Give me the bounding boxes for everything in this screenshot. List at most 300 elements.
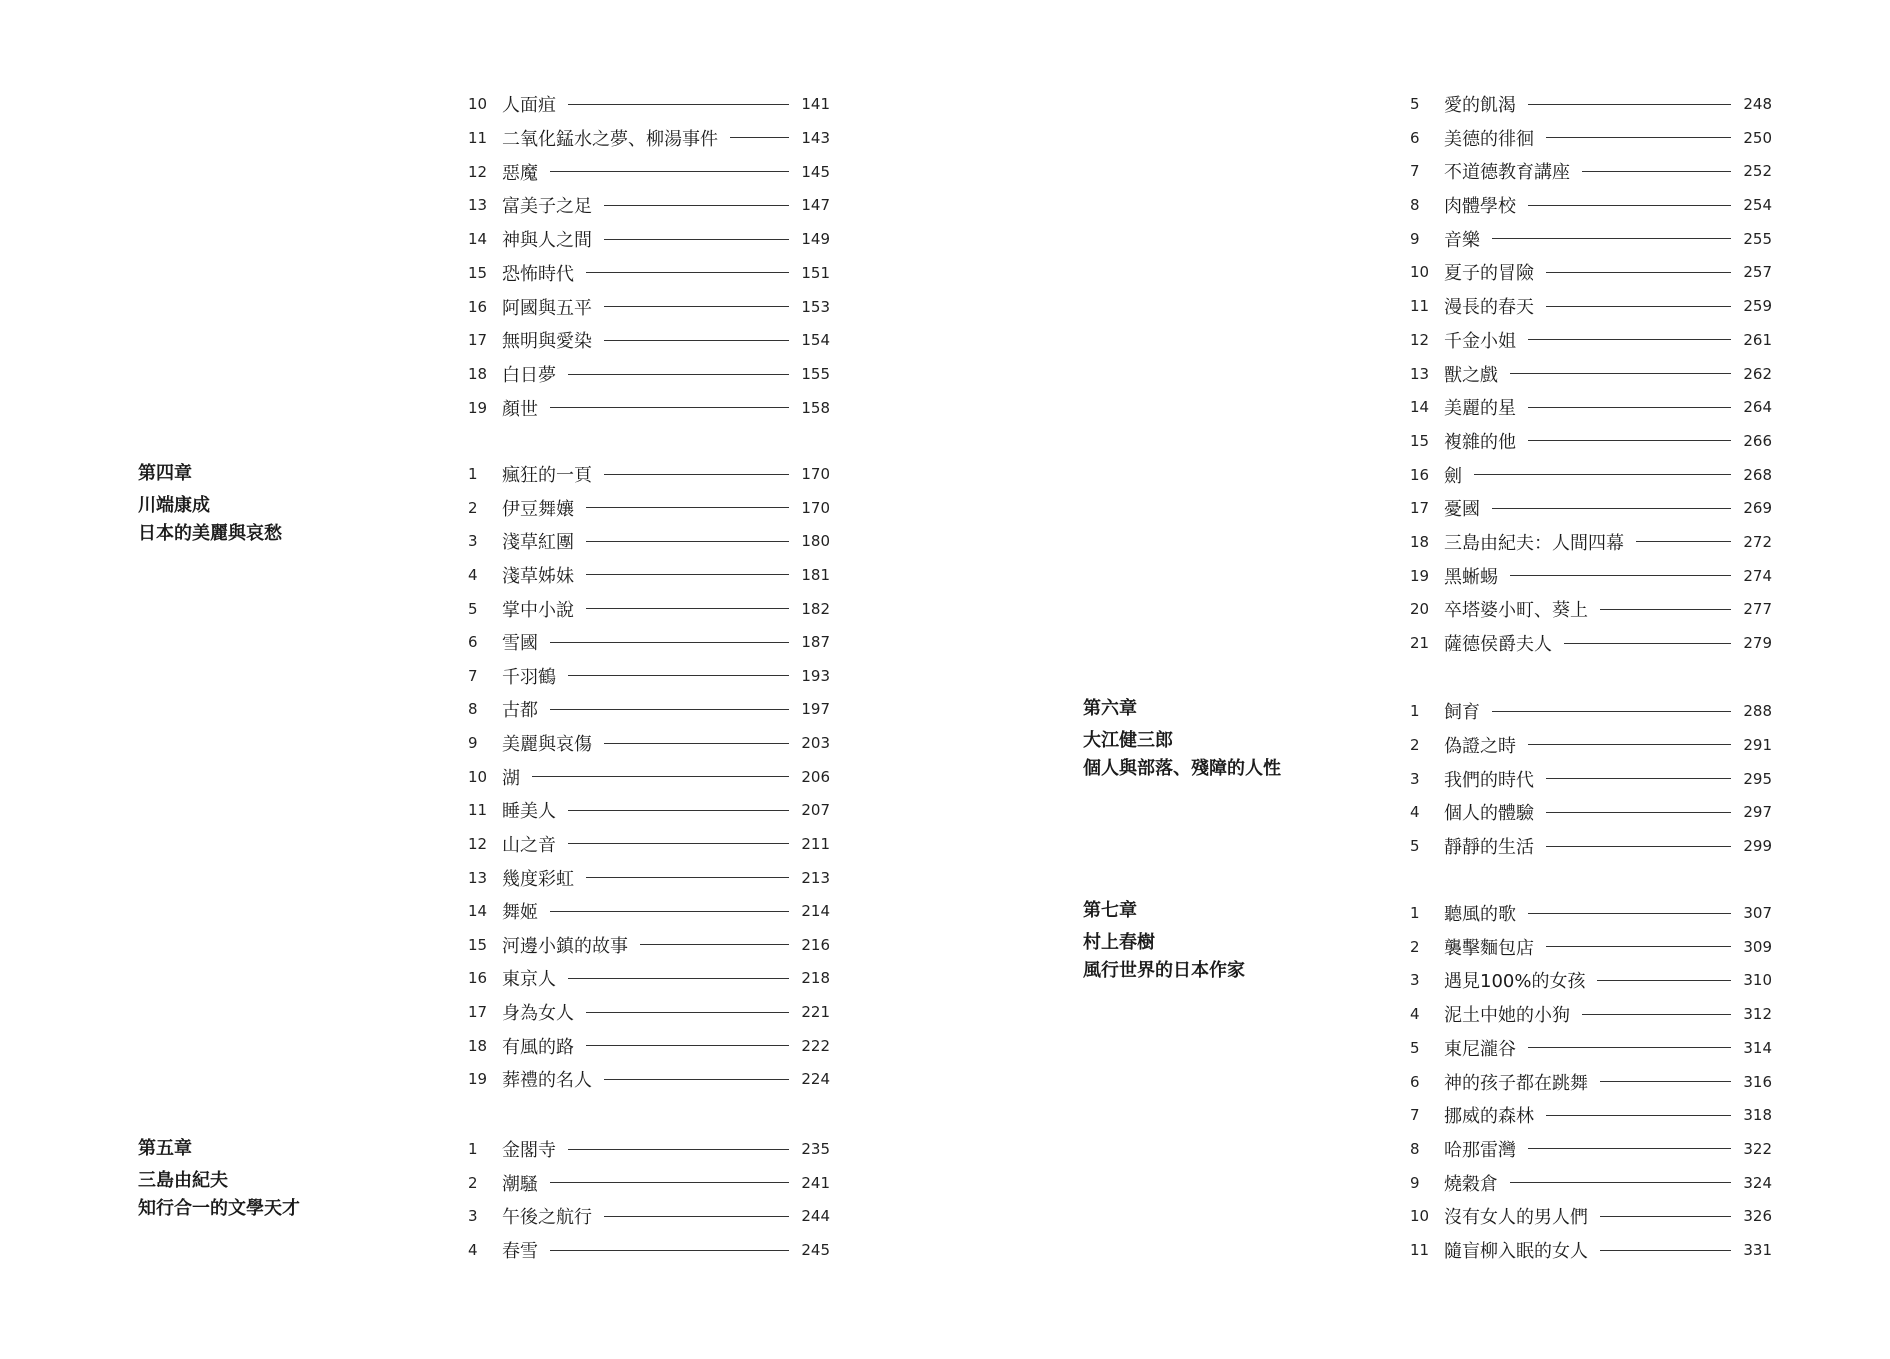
toc-leader-line (1546, 306, 1731, 307)
toc-entry-title: 湖 (502, 767, 520, 789)
toc-entry-title: 音樂 (1444, 229, 1480, 251)
toc-entry-title: 憂國 (1444, 499, 1480, 521)
toc-entry (1410, 963, 1772, 997)
toc-entry-number: 1 (1410, 904, 1420, 922)
toc-entry (468, 188, 830, 222)
chapter-author: 三島由紀夫 (138, 1170, 228, 1191)
toc-entry-page: 143 (801, 128, 830, 147)
chapter-subtitle: 日本的美麗與哀愁 (138, 523, 282, 544)
toc-leader-line (604, 239, 789, 240)
toc-entry-page: 252 (1743, 162, 1772, 181)
toc-entry (1410, 1199, 1772, 1233)
toc-entry-title: 潮騷 (502, 1173, 538, 1195)
toc-entry-number: 7 (1410, 1106, 1420, 1125)
toc-entry-title: 獸之戲 (1444, 364, 1498, 386)
toc-entry-title: 愛的飢渴 (1444, 95, 1516, 116)
toc-entry-number: 6 (1410, 1072, 1420, 1091)
toc-entry-page: 307 (1743, 904, 1772, 922)
toc-entry-number: 4 (468, 565, 478, 584)
toc-leader-line (568, 978, 789, 979)
toc-entry-number: 4 (1410, 1005, 1420, 1024)
toc-leader-line (1528, 1047, 1731, 1048)
toc-entry-number: 2 (1410, 937, 1420, 956)
chapter-subtitle: 知行合一的文學天才 (138, 1198, 300, 1219)
toc-entry-number: 3 (1410, 971, 1420, 990)
toc-entry-title: 聽風的歌 (1444, 904, 1516, 925)
toc-entry (468, 558, 830, 592)
toc-entry-page: 309 (1743, 937, 1772, 956)
chapter-label: 第六章 (1083, 698, 1137, 719)
toc-entry-number: 10 (468, 95, 488, 113)
toc-entry-page: 147 (801, 196, 830, 215)
toc-leader-line (604, 1216, 789, 1217)
toc-leader-line (1564, 643, 1731, 644)
toc-leader-line (550, 407, 789, 408)
toc-entry-page: 277 (1743, 600, 1772, 619)
toc-entry-page: 316 (1743, 1072, 1772, 1091)
toc-entry-number: 10 (1410, 1207, 1430, 1226)
toc-leader-line (1582, 171, 1731, 172)
toc-entry-number: 13 (1410, 364, 1430, 383)
toc-entry (1410, 762, 1772, 796)
toc-leader-line (586, 272, 789, 273)
toc-entry (468, 491, 830, 525)
toc-leader-line (1528, 205, 1731, 206)
toc-entry-title: 飼育 (1444, 702, 1480, 723)
toc-entry-number: 21 (1410, 634, 1430, 653)
toc-entry-page: 154 (801, 331, 830, 350)
toc-entry-title: 伊豆舞孃 (502, 498, 574, 520)
toc-leader-line (586, 877, 789, 878)
toc-entry-number: 1 (1410, 702, 1420, 720)
toc-entry (1410, 121, 1772, 155)
toc-entry-page: 268 (1743, 465, 1772, 484)
chapter-7-heading (1083, 897, 1245, 985)
toc-entry (468, 391, 830, 425)
toc-entry-page: 221 (801, 1003, 830, 1022)
toc-entry (468, 290, 830, 324)
toc-entry-page: 272 (1743, 532, 1772, 551)
toc-entry (468, 1062, 830, 1096)
toc-entry-title: 遇見100%的女孩 (1444, 971, 1586, 993)
toc-entry-number: 9 (468, 734, 478, 753)
toc-entry-page: 259 (1743, 297, 1772, 316)
toc-entry (468, 726, 830, 760)
toc-leader-line (1528, 339, 1731, 340)
toc-entry-number: 19 (468, 398, 488, 417)
toc-entry-number: 8 (1410, 196, 1420, 215)
toc-entry-number: 3 (1410, 769, 1420, 788)
toc-leader-line (1528, 1148, 1731, 1149)
toc-entry-page: 218 (801, 969, 830, 988)
toc-entry-number: 11 (1410, 297, 1430, 316)
toc-right-column (1410, 0, 1772, 1359)
toc-entry-title: 惡魔 (502, 162, 538, 184)
toc-leader-line (586, 507, 789, 508)
toc-entry (1410, 1098, 1772, 1132)
toc-entry-number: 16 (468, 969, 488, 988)
toc-leader-line (1528, 104, 1731, 105)
toc-entry (1410, 87, 1772, 121)
toc-entry (468, 357, 830, 391)
toc-entry-number: 20 (1410, 600, 1430, 619)
toc-entry-title: 東尼瀧谷 (1444, 1038, 1516, 1060)
toc-entry (468, 256, 830, 290)
toc-entry-number: 5 (1410, 95, 1420, 113)
toc-leader-line (604, 306, 789, 307)
toc-entry (468, 928, 830, 962)
toc-entry-number: 13 (468, 868, 488, 887)
toc-leader-line (586, 574, 789, 575)
toc-entry-number: 17 (468, 1003, 488, 1022)
toc-entry-page: 244 (801, 1207, 830, 1226)
toc-entry-title: 顏世 (502, 398, 538, 420)
toc-leader-line (730, 137, 789, 138)
toc-entry-title: 古都 (502, 700, 538, 722)
toc-leader-line (604, 474, 789, 475)
toc-leader-line (604, 1079, 789, 1080)
toc-entry-page: 214 (801, 902, 830, 921)
toc-entry-number: 17 (1410, 499, 1430, 518)
toc-entry-page: 149 (801, 230, 830, 248)
toc-leader-line (1546, 272, 1731, 273)
toc-entry-number: 8 (1410, 1139, 1420, 1158)
toc-entry-page: 141 (801, 95, 830, 113)
toc-entry (468, 121, 830, 155)
toc-entry-title: 泥土中她的小狗 (1444, 1005, 1570, 1027)
toc-entry (468, 524, 830, 558)
toc-leader-line (604, 340, 789, 341)
toc-entry-page: 206 (801, 767, 830, 786)
toc-entry-number: 4 (468, 1241, 478, 1259)
toc-entry-number: 6 (468, 633, 478, 652)
toc-entry (1410, 829, 1772, 863)
toc-entry-page: 262 (1743, 364, 1772, 383)
toc-leader-line (1510, 373, 1731, 374)
toc-leader-line (1546, 778, 1731, 779)
toc-entry-page: 197 (801, 700, 830, 719)
toc-entry-title: 掌中小說 (502, 599, 574, 621)
toc-leader-line (1600, 1250, 1731, 1251)
toc-entry-title: 白日夢 (502, 365, 556, 386)
toc-entry-page: 155 (801, 365, 830, 383)
toc-entry (468, 1132, 830, 1166)
toc-entry-number: 9 (1410, 1173, 1420, 1192)
toc-entry-title: 舞姬 (502, 902, 538, 924)
toc-entry-number: 15 (1410, 431, 1430, 450)
toc-entry-number: 8 (468, 700, 478, 719)
toc-entry (1410, 424, 1772, 458)
toc-entry (468, 827, 830, 861)
toc-entry-page: 331 (1743, 1241, 1772, 1259)
toc-leader-line (1600, 1081, 1731, 1082)
toc-leader-line (604, 205, 789, 206)
toc-entry-title: 複雜的他 (1444, 431, 1516, 453)
toc-entry (468, 1233, 830, 1267)
toc-entry (468, 1166, 830, 1200)
toc-entry-title: 千金小姐 (1444, 330, 1516, 352)
toc-leader-line (550, 1250, 789, 1251)
toc-leader-line (1546, 846, 1731, 847)
toc-entry-number: 16 (1410, 465, 1430, 484)
toc-entry-number: 5 (1410, 1038, 1420, 1057)
toc-entry-title: 隨盲柳入眠的女人 (1444, 1241, 1588, 1262)
toc-leader-line (568, 675, 789, 676)
toc-entry-title: 淺草姊妹 (502, 565, 574, 587)
toc-entry (1410, 795, 1772, 829)
toc-entry-number: 10 (468, 767, 488, 786)
toc-entry-title: 葬禮的名人 (502, 1070, 592, 1092)
toc-entry-page: 235 (801, 1140, 830, 1158)
toc-entry (468, 457, 830, 491)
toc-entry-number: 16 (468, 297, 488, 316)
toc-entry-title: 美麗與哀傷 (502, 734, 592, 756)
chapter-5-heading (138, 1135, 300, 1223)
toc-entry-page: 151 (801, 263, 830, 282)
toc-entry-page: 295 (1743, 769, 1772, 788)
toc-entry-title: 雪國 (502, 633, 538, 655)
toc-entry (468, 861, 830, 895)
toc-entry-title: 劍 (1444, 465, 1462, 487)
toc-entry-title: 美德的徘徊 (1444, 128, 1534, 150)
toc-entry (1410, 289, 1772, 323)
toc-entry-page: 326 (1743, 1207, 1772, 1226)
toc-entry (468, 760, 830, 794)
toc-entry-title: 春雪 (502, 1241, 538, 1262)
toc-entry-title: 午後之航行 (502, 1207, 592, 1229)
toc-entry-number: 12 (468, 834, 488, 853)
toc-leader-line (568, 1149, 789, 1150)
toc-leader-line (586, 541, 789, 542)
toc-entry-title: 挪威的森林 (1444, 1106, 1534, 1128)
toc-entry-title: 有風的路 (502, 1036, 574, 1058)
toc-leader-line (1546, 137, 1731, 138)
toc-entry (1410, 896, 1772, 930)
chapter-label: 第四章 (138, 463, 192, 484)
toc-entry-page: 255 (1743, 229, 1772, 248)
toc-entry-number: 3 (468, 1207, 478, 1226)
toc-entry-title: 二氧化錳水之夢、柳湯事件 (502, 128, 718, 150)
toc-leader-line (1600, 609, 1731, 610)
toc-entry-page: 216 (801, 935, 830, 954)
toc-entry (1410, 1233, 1772, 1267)
toc-entry (1410, 592, 1772, 626)
toc-entry-page: 279 (1743, 634, 1772, 653)
toc-entry-title: 神的孩子都在跳舞 (1444, 1072, 1588, 1094)
toc-entry (468, 692, 830, 726)
toc-leader-line (1510, 1182, 1731, 1183)
toc-leader-line (586, 608, 789, 609)
toc-leader-line (1636, 541, 1731, 542)
toc-entry-page: 297 (1743, 803, 1772, 822)
toc-entry (1410, 559, 1772, 593)
toc-entry-number: 18 (468, 1036, 488, 1055)
toc-entry-title: 薩德侯爵夫人 (1444, 634, 1552, 656)
toc-entry-page: 269 (1743, 499, 1772, 518)
toc-entry-number: 19 (468, 1070, 488, 1089)
toc-leader-line (550, 911, 789, 912)
toc-leader-line (1546, 812, 1731, 813)
toc-entry-title: 身為女人 (502, 1003, 574, 1025)
toc-entry-number: 7 (1410, 162, 1420, 181)
toc-leader-line (550, 1182, 789, 1183)
toc-entry (1410, 154, 1772, 188)
toc-entry (1410, 1132, 1772, 1166)
toc-entry-title: 人面疽 (502, 95, 556, 116)
toc-entry (468, 222, 830, 256)
toc-entry (468, 793, 830, 827)
toc-entry-title: 襲擊麵包店 (1444, 937, 1534, 959)
toc-entry-title: 偽證之時 (1444, 735, 1516, 757)
chapter-subtitle: 風行世界的日本作家 (1083, 960, 1245, 981)
toc-entry-page: 314 (1743, 1038, 1772, 1057)
toc-entry-number: 11 (468, 801, 488, 820)
toc-entry-number: 15 (468, 263, 488, 282)
toc-leader-line (1510, 575, 1731, 576)
toc-entry-page: 193 (801, 666, 830, 685)
chapter-author: 川端康成 (138, 495, 210, 516)
toc-entry-page: 170 (801, 465, 830, 483)
toc-entry-number: 1 (468, 465, 478, 483)
toc-entry-number: 14 (468, 230, 488, 248)
toc-entry (1410, 491, 1772, 525)
toc-leader-line (550, 171, 789, 172)
toc-entry-number: 4 (1410, 803, 1420, 822)
toc-entry (1410, 997, 1772, 1031)
toc-leader-line (568, 374, 789, 375)
toc-leader-line (1546, 1115, 1731, 1116)
toc-entry-title: 卒塔婆小町、葵上 (1444, 600, 1588, 622)
toc-leader-line (1546, 946, 1731, 947)
toc-entry-title: 幾度彩虹 (502, 868, 574, 890)
toc-entry-number: 2 (468, 498, 478, 517)
toc-leader-line (604, 743, 789, 744)
toc-entry-page: 181 (801, 565, 830, 584)
toc-entry-title: 肉體學校 (1444, 196, 1516, 218)
toc-entry (468, 961, 830, 995)
toc-entry (1410, 1065, 1772, 1099)
toc-entry (1410, 255, 1772, 289)
toc-entry (468, 894, 830, 928)
toc-entry-title: 哈那雷灣 (1444, 1139, 1516, 1161)
toc-entry-title: 淺草紅團 (502, 532, 574, 554)
toc-leader-line (1492, 508, 1731, 509)
toc-entry-number: 10 (1410, 263, 1430, 282)
toc-entry-page: 187 (801, 633, 830, 652)
toc-entry (1410, 1166, 1772, 1200)
toc-entry (1410, 458, 1772, 492)
toc-entry-page: 310 (1743, 971, 1772, 990)
toc-entry-number: 5 (1410, 837, 1420, 855)
toc-entry (1410, 188, 1772, 222)
toc-entry-number: 14 (468, 902, 488, 921)
toc-entry-page: 291 (1743, 735, 1772, 754)
toc-leader-line (1492, 238, 1731, 239)
toc-entry (1410, 626, 1772, 660)
toc-entry-title: 漫長的春天 (1444, 297, 1534, 319)
toc-entry-title: 美麗的星 (1444, 398, 1516, 420)
toc-entry-title: 三島由紀夫：人間四幕 (1444, 532, 1624, 554)
toc-entry-page: 203 (801, 734, 830, 753)
chapter-4-heading (138, 460, 282, 548)
toc-entry (468, 995, 830, 1029)
toc-entry-page: 153 (801, 297, 830, 316)
chapter-6-heading (1083, 695, 1281, 783)
toc-entry-page: 322 (1743, 1139, 1772, 1158)
toc-leader-line (1528, 407, 1731, 408)
toc-leader-line (550, 709, 789, 710)
toc-leader-line (1474, 474, 1731, 475)
toc-entry (1410, 1031, 1772, 1065)
toc-entry-page: 288 (1743, 702, 1772, 720)
toc-entry-number: 2 (1410, 735, 1420, 754)
toc-leader-line (1582, 1014, 1731, 1015)
toc-entry-number: 9 (1410, 229, 1420, 248)
toc-entry (1410, 930, 1772, 964)
chapter-label: 第七章 (1083, 900, 1137, 921)
toc-entry-page: 245 (801, 1241, 830, 1259)
toc-leader-line (1528, 440, 1731, 441)
chapter-author: 大江健三郎 (1083, 730, 1173, 751)
toc-entry-number: 14 (1410, 398, 1430, 417)
toc-leader-line (568, 104, 789, 105)
chapter-label: 第五章 (138, 1138, 192, 1159)
toc-entry-title: 沒有女人的男人們 (1444, 1207, 1588, 1229)
toc-entry (1410, 694, 1772, 728)
toc-entry-number: 1 (468, 1140, 478, 1158)
toc-entry-page: 170 (801, 498, 830, 517)
toc-entry-title: 富美子之足 (502, 196, 592, 218)
toc-entry-number: 11 (468, 128, 488, 147)
toc-entry (1410, 357, 1772, 391)
toc-entry-page: 180 (801, 532, 830, 551)
toc-leader-line (532, 776, 789, 777)
toc-entry-page: 318 (1743, 1106, 1772, 1125)
toc-entry (1410, 222, 1772, 256)
toc-entry (1410, 728, 1772, 762)
toc-entry-page: 261 (1743, 330, 1772, 349)
toc-leader-line (1492, 711, 1731, 712)
toc-entry-title: 黑蜥蜴 (1444, 566, 1498, 588)
toc-leader-line (586, 1012, 789, 1013)
toc-entry-title: 河邊小鎮的故事 (502, 935, 628, 957)
toc-entry-page: 222 (801, 1036, 830, 1055)
toc-entry-page: 299 (1743, 837, 1772, 855)
toc-entry-page: 266 (1743, 431, 1772, 450)
toc-entry-title: 無明與愛染 (502, 331, 592, 353)
toc-entry-page: 213 (801, 868, 830, 887)
toc-entry-number: 12 (1410, 330, 1430, 349)
toc-entry-number: 5 (468, 599, 478, 618)
toc-entry-title: 靜靜的生活 (1444, 837, 1534, 858)
toc-entry-number: 17 (468, 331, 488, 350)
toc-entry (468, 1199, 830, 1233)
toc-entry (468, 323, 830, 357)
toc-entry-title: 千羽鶴 (502, 666, 556, 688)
toc-entry-title: 神與人之間 (502, 230, 592, 251)
toc-leader-line (640, 944, 789, 945)
toc-leader-line (550, 642, 789, 643)
toc-entry-page: 274 (1743, 566, 1772, 585)
toc-entry-page: 145 (801, 162, 830, 181)
toc-entry-title: 夏子的冒險 (1444, 263, 1534, 285)
toc-entry (1410, 390, 1772, 424)
toc-leader-line (1597, 980, 1731, 981)
toc-entry-number: 6 (1410, 128, 1420, 147)
chapter-subtitle: 個人與部落、殘障的人性 (1083, 758, 1281, 779)
toc-entry-number: 15 (468, 935, 488, 954)
toc-entry (1410, 323, 1772, 357)
